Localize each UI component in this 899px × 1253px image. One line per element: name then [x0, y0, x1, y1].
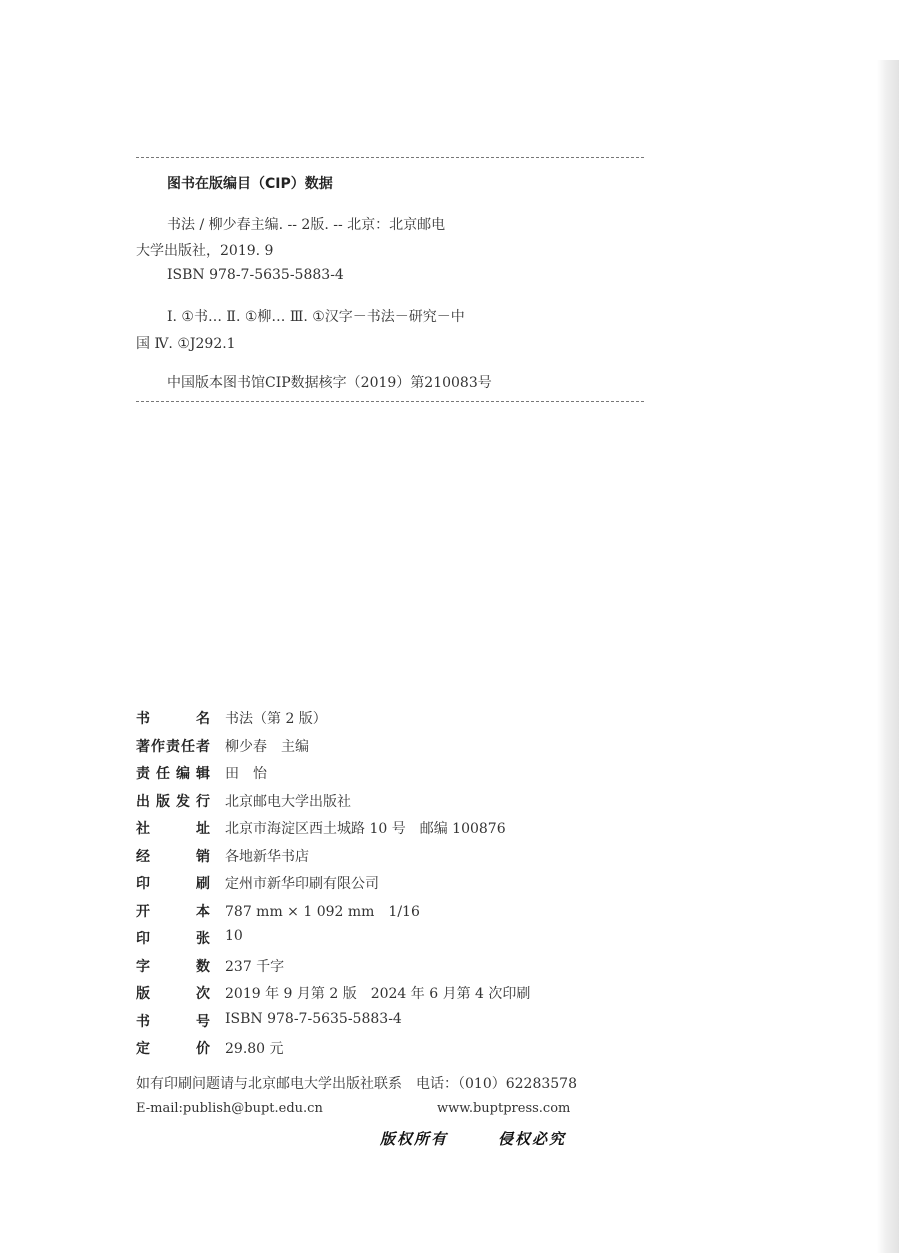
info-value: 787 mm × 1 092 mm 1/16	[225, 903, 420, 920]
contact-line: 如有印刷问题请与北京邮电大学出版社联系 电话：（010）62283578	[136, 1076, 577, 1092]
email-line: E-mail:publish@bupt.edu.cn	[136, 1101, 323, 1116]
info-label-char: 责	[136, 766, 150, 782]
info-label-char: 印	[136, 931, 150, 947]
info-label-char: 编	[176, 766, 190, 782]
info-label-char: 经	[136, 848, 150, 865]
info-value: 书法（第 2 版）	[225, 711, 327, 727]
info-label-char: 版	[136, 986, 150, 1002]
info-label	[136, 846, 210, 866]
info-value: 田 怡	[225, 766, 267, 782]
info-value: 柳少春 主编	[225, 738, 309, 755]
info-label-char: 张	[196, 931, 210, 947]
info-label-char: 者	[196, 738, 210, 755]
info-label	[136, 873, 210, 893]
info-label-char: 社	[136, 821, 150, 837]
info-label-char: 价	[196, 1041, 210, 1057]
info-value: ISBN 978-7-5635-5883-4	[225, 1010, 402, 1027]
info-label-char: 本	[196, 903, 210, 920]
cip-line-1: 书法 / 柳少春主编. -- 2版. -- 北京：北京邮电	[167, 217, 446, 233]
cip-line-2: 大学出版社，2019. 9	[136, 243, 274, 259]
info-label-char: 址	[196, 821, 210, 837]
info-label	[136, 763, 210, 783]
info-label-char: 行	[196, 793, 210, 810]
info-label-char: 辑	[196, 766, 210, 782]
info-label-char: 书	[136, 711, 150, 727]
info-label	[136, 1038, 210, 1058]
info-label-char: 作	[151, 738, 165, 755]
info-label	[136, 708, 210, 728]
info-label-char: 定	[136, 1041, 150, 1057]
info-label	[136, 818, 210, 838]
cip-class-2: 国 Ⅳ. ①J292.1	[136, 336, 236, 352]
info-value: 北京市海淀区西土城路 10 号 邮编 100876	[225, 821, 506, 837]
info-label-char: 责	[166, 738, 180, 755]
info-label	[136, 901, 210, 921]
info-label-char: 数	[196, 958, 210, 975]
info-value: 各地新华书店	[225, 848, 309, 865]
cip-bottom-divider	[136, 401, 644, 402]
info-label-char: 版	[156, 793, 170, 810]
info-value: 237 千字	[225, 958, 285, 975]
info-label	[136, 1011, 210, 1031]
info-label-char: 销	[196, 848, 210, 865]
piracy-notice: 侵权必究	[498, 1130, 567, 1148]
info-value: 定州市新华印刷有限公司	[225, 876, 379, 892]
info-label-char: 号	[196, 1013, 210, 1030]
info-label	[136, 791, 210, 811]
info-label-char: 刷	[196, 876, 210, 892]
info-value: 29.80 元	[225, 1041, 284, 1057]
info-label-char: 次	[196, 986, 210, 1002]
cip-top-divider	[136, 157, 644, 158]
info-label-char: 著	[136, 738, 150, 755]
info-value: 2019 年 9 月第 2 版 2024 年 6 月第 4 次印刷	[225, 986, 531, 1002]
rights-reserved: 版权所有	[380, 1130, 449, 1148]
cip-title: 图书在版编目（CIP）数据	[167, 176, 333, 192]
info-label-char: 开	[136, 903, 150, 920]
info-label-char: 名	[196, 711, 210, 727]
info-label	[136, 983, 210, 1003]
page-edge-shadow	[877, 60, 899, 1253]
info-label-char: 出	[136, 793, 150, 810]
cip-class-1: Ⅰ. ①书… Ⅱ. ①柳… Ⅲ. ①汉字－书法－研究－中	[167, 309, 465, 325]
info-label	[136, 956, 210, 976]
info-label-char: 发	[176, 793, 190, 810]
info-value: 北京邮电大学出版社	[225, 793, 351, 810]
info-value: 10	[225, 928, 243, 944]
info-label-char: 印	[136, 876, 150, 892]
info-label-char: 任	[181, 738, 195, 755]
info-label-char: 任	[156, 766, 170, 782]
info-label-char: 书	[136, 1013, 150, 1030]
info-label-char: 字	[136, 958, 150, 975]
cip-isbn: ISBN 978-7-5635-5883-4	[167, 267, 344, 283]
website-line: www.buptpress.com	[437, 1101, 571, 1116]
info-label	[136, 928, 210, 948]
info-label	[136, 736, 210, 756]
cip-record-number: 中国版本图书馆CIP数据核字（2019）第210083号	[167, 375, 492, 391]
